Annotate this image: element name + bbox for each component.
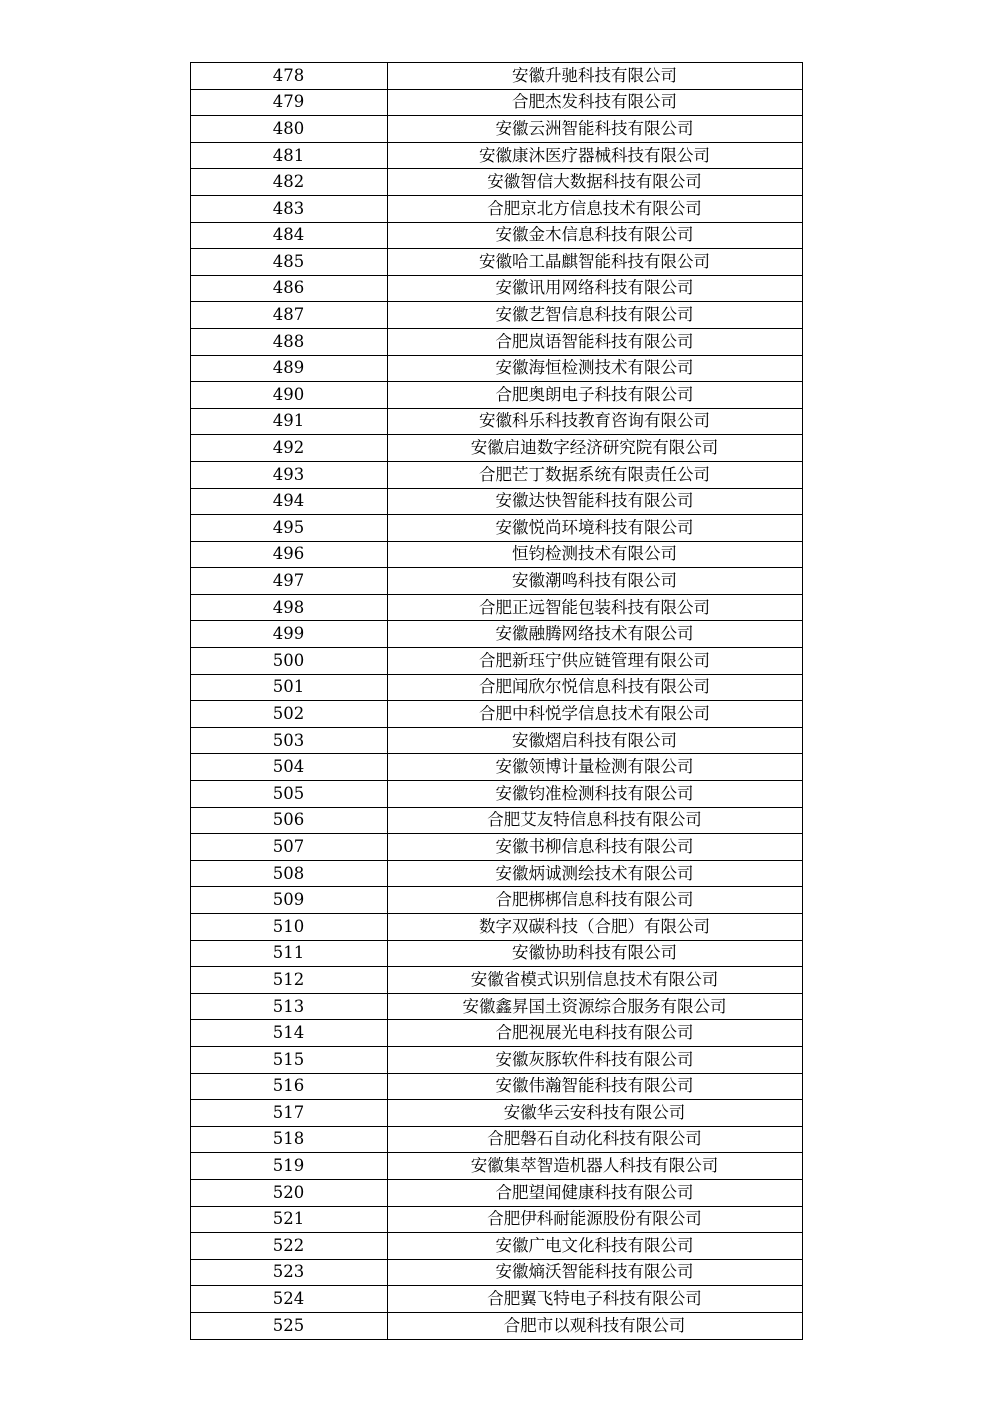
row-index-cell: 504 <box>190 754 387 781</box>
row-index-cell: 515 <box>190 1046 387 1073</box>
table-row <box>190 701 802 728</box>
table-row <box>190 648 802 675</box>
table-body <box>190 63 802 1340</box>
company-name-cell: 合肥闻欣尔悦信息科技有限公司 <box>387 674 802 701</box>
company-name-cell: 安徽启迪数字经济研究院有限公司 <box>387 435 802 462</box>
company-name-cell: 安徽伟瀚智能科技有限公司 <box>387 1073 802 1100</box>
company-name-cell: 安徽哈工晶麒智能科技有限公司 <box>387 249 802 276</box>
row-index-cell: 507 <box>190 834 387 861</box>
table-row <box>190 1073 802 1100</box>
row-index-cell: 521 <box>190 1206 387 1233</box>
row-index-cell: 498 <box>190 594 387 621</box>
table-row <box>190 807 802 834</box>
company-name-cell: 安徽达快智能科技有限公司 <box>387 488 802 515</box>
row-index-cell: 496 <box>190 541 387 568</box>
company-name-cell: 恒钧检测技术有限公司 <box>387 541 802 568</box>
table-row <box>190 860 802 887</box>
row-index-cell: 500 <box>190 648 387 675</box>
table-row <box>190 727 802 754</box>
row-index-cell: 491 <box>190 408 387 435</box>
company-name-cell: 安徽艺智信息科技有限公司 <box>387 302 802 329</box>
table-row <box>190 1100 802 1127</box>
company-name-cell: 安徽广电文化科技有限公司 <box>387 1233 802 1260</box>
table-row <box>190 914 802 941</box>
row-index-cell: 493 <box>190 461 387 488</box>
row-index-cell: 492 <box>190 435 387 462</box>
row-index-cell: 482 <box>190 169 387 196</box>
table-row <box>190 275 802 302</box>
company-name-cell: 安徽华云安科技有限公司 <box>387 1100 802 1127</box>
company-name-cell: 安徽融腾网络技术有限公司 <box>387 621 802 648</box>
table-row <box>190 89 802 116</box>
row-index-cell: 524 <box>190 1286 387 1313</box>
row-index-cell: 512 <box>190 967 387 994</box>
table-row <box>190 116 802 143</box>
company-name-cell: 合肥岚语智能科技有限公司 <box>387 328 802 355</box>
table-row <box>190 63 802 90</box>
table-row <box>190 1153 802 1180</box>
company-name-cell: 合肥新珏宁供应链管理有限公司 <box>387 648 802 675</box>
table-row <box>190 781 802 808</box>
company-name-cell: 安徽鑫昇国土资源综合服务有限公司 <box>387 993 802 1020</box>
company-name-cell: 安徽书柳信息科技有限公司 <box>387 834 802 861</box>
table-row <box>190 568 802 595</box>
table-row <box>190 1286 802 1313</box>
row-index-cell: 486 <box>190 275 387 302</box>
row-index-cell: 522 <box>190 1233 387 1260</box>
row-index-cell: 490 <box>190 382 387 409</box>
company-name-cell: 安徽海恒检测技术有限公司 <box>387 355 802 382</box>
table-row <box>190 355 802 382</box>
table-row <box>190 488 802 515</box>
company-name-cell: 合肥正远智能包装科技有限公司 <box>387 594 802 621</box>
table-row <box>190 1020 802 1047</box>
row-index-cell: 501 <box>190 674 387 701</box>
row-index-cell: 503 <box>190 727 387 754</box>
row-index-cell: 485 <box>190 249 387 276</box>
table-row <box>190 328 802 355</box>
company-name-cell: 安徽潮鸣科技有限公司 <box>387 568 802 595</box>
row-index-cell: 514 <box>190 1020 387 1047</box>
table-row <box>190 169 802 196</box>
company-name-cell: 合肥艾友特信息科技有限公司 <box>387 807 802 834</box>
table-row <box>190 1179 802 1206</box>
company-name-cell: 安徽省模式识别信息技术有限公司 <box>387 967 802 994</box>
company-name-cell: 安徽熠启科技有限公司 <box>387 727 802 754</box>
company-name-cell: 合肥奥朗电子科技有限公司 <box>387 382 802 409</box>
row-index-cell: 502 <box>190 701 387 728</box>
company-list-table <box>190 62 803 1340</box>
table-row <box>190 461 802 488</box>
company-name-cell: 合肥伊科耐能源股份有限公司 <box>387 1206 802 1233</box>
row-index-cell: 494 <box>190 488 387 515</box>
company-name-cell: 合肥望闻健康科技有限公司 <box>387 1179 802 1206</box>
table-row <box>190 754 802 781</box>
company-name-cell: 安徽悦尚环境科技有限公司 <box>387 515 802 542</box>
table-row <box>190 1046 802 1073</box>
row-index-cell: 509 <box>190 887 387 914</box>
table-row <box>190 1206 802 1233</box>
table-row <box>190 249 802 276</box>
row-index-cell: 525 <box>190 1312 387 1339</box>
table-row <box>190 887 802 914</box>
row-index-cell: 506 <box>190 807 387 834</box>
row-index-cell: 479 <box>190 89 387 116</box>
row-index-cell: 481 <box>190 142 387 169</box>
row-index-cell: 483 <box>190 195 387 222</box>
company-name-cell: 安徽领博计量检测有限公司 <box>387 754 802 781</box>
company-name-cell: 安徽金木信息科技有限公司 <box>387 222 802 249</box>
company-name-cell: 合肥中科悦学信息技术有限公司 <box>387 701 802 728</box>
row-index-cell: 516 <box>190 1073 387 1100</box>
table-row <box>190 222 802 249</box>
company-name-cell: 合肥京北方信息技术有限公司 <box>387 195 802 222</box>
company-name-cell: 安徽升驰科技有限公司 <box>387 63 802 90</box>
row-index-cell: 510 <box>190 914 387 941</box>
company-name-cell: 合肥芒丁数据系统有限责任公司 <box>387 461 802 488</box>
table-row <box>190 302 802 329</box>
row-index-cell: 523 <box>190 1259 387 1286</box>
table-row <box>190 674 802 701</box>
company-name-cell: 安徽云洲智能科技有限公司 <box>387 116 802 143</box>
company-name-cell: 合肥视展光电科技有限公司 <box>387 1020 802 1047</box>
company-name-cell: 安徽灰豚软件科技有限公司 <box>387 1046 802 1073</box>
table-row <box>190 1259 802 1286</box>
row-index-cell: 480 <box>190 116 387 143</box>
row-index-cell: 499 <box>190 621 387 648</box>
row-index-cell: 513 <box>190 993 387 1020</box>
table-row <box>190 195 802 222</box>
row-index-cell: 478 <box>190 63 387 90</box>
table-row <box>190 1312 802 1339</box>
row-index-cell: 519 <box>190 1153 387 1180</box>
table-row <box>190 1126 802 1153</box>
company-name-cell: 合肥翼飞特电子科技有限公司 <box>387 1286 802 1313</box>
table-row <box>190 621 802 648</box>
row-index-cell: 484 <box>190 222 387 249</box>
company-name-cell: 合肥杰发科技有限公司 <box>387 89 802 116</box>
table-row <box>190 408 802 435</box>
company-name-cell: 安徽集萃智造机器人科技有限公司 <box>387 1153 802 1180</box>
row-index-cell: 488 <box>190 328 387 355</box>
row-index-cell: 487 <box>190 302 387 329</box>
company-name-cell: 安徽讯用网络科技有限公司 <box>387 275 802 302</box>
row-index-cell: 520 <box>190 1179 387 1206</box>
company-name-cell: 安徽钧准检测科技有限公司 <box>387 781 802 808</box>
table-row <box>190 967 802 994</box>
table-row <box>190 142 802 169</box>
company-name-cell: 安徽炳诚测绘技术有限公司 <box>387 860 802 887</box>
row-index-cell: 489 <box>190 355 387 382</box>
row-index-cell: 518 <box>190 1126 387 1153</box>
table-row <box>190 834 802 861</box>
row-index-cell: 517 <box>190 1100 387 1127</box>
company-name-cell: 合肥磐石自动化科技有限公司 <box>387 1126 802 1153</box>
table-row <box>190 993 802 1020</box>
table-row <box>190 382 802 409</box>
table-row <box>190 594 802 621</box>
table-row <box>190 940 802 967</box>
company-name-cell: 安徽熵沃智能科技有限公司 <box>387 1259 802 1286</box>
company-name-cell: 安徽协助科技有限公司 <box>387 940 802 967</box>
row-index-cell: 505 <box>190 781 387 808</box>
row-index-cell: 508 <box>190 860 387 887</box>
company-name-cell: 安徽康沐医疗器械科技有限公司 <box>387 142 802 169</box>
table-row <box>190 541 802 568</box>
company-name-cell: 安徽科乐科技教育咨询有限公司 <box>387 408 802 435</box>
table-row <box>190 1233 802 1260</box>
company-name-cell: 数字双碳科技（合肥）有限公司 <box>387 914 802 941</box>
company-name-cell: 合肥梆梆信息科技有限公司 <box>387 887 802 914</box>
table-row <box>190 515 802 542</box>
row-index-cell: 495 <box>190 515 387 542</box>
row-index-cell: 497 <box>190 568 387 595</box>
table-row <box>190 435 802 462</box>
company-name-cell: 合肥市以观科技有限公司 <box>387 1312 802 1339</box>
company-name-cell: 安徽智信大数据科技有限公司 <box>387 169 802 196</box>
row-index-cell: 511 <box>190 940 387 967</box>
